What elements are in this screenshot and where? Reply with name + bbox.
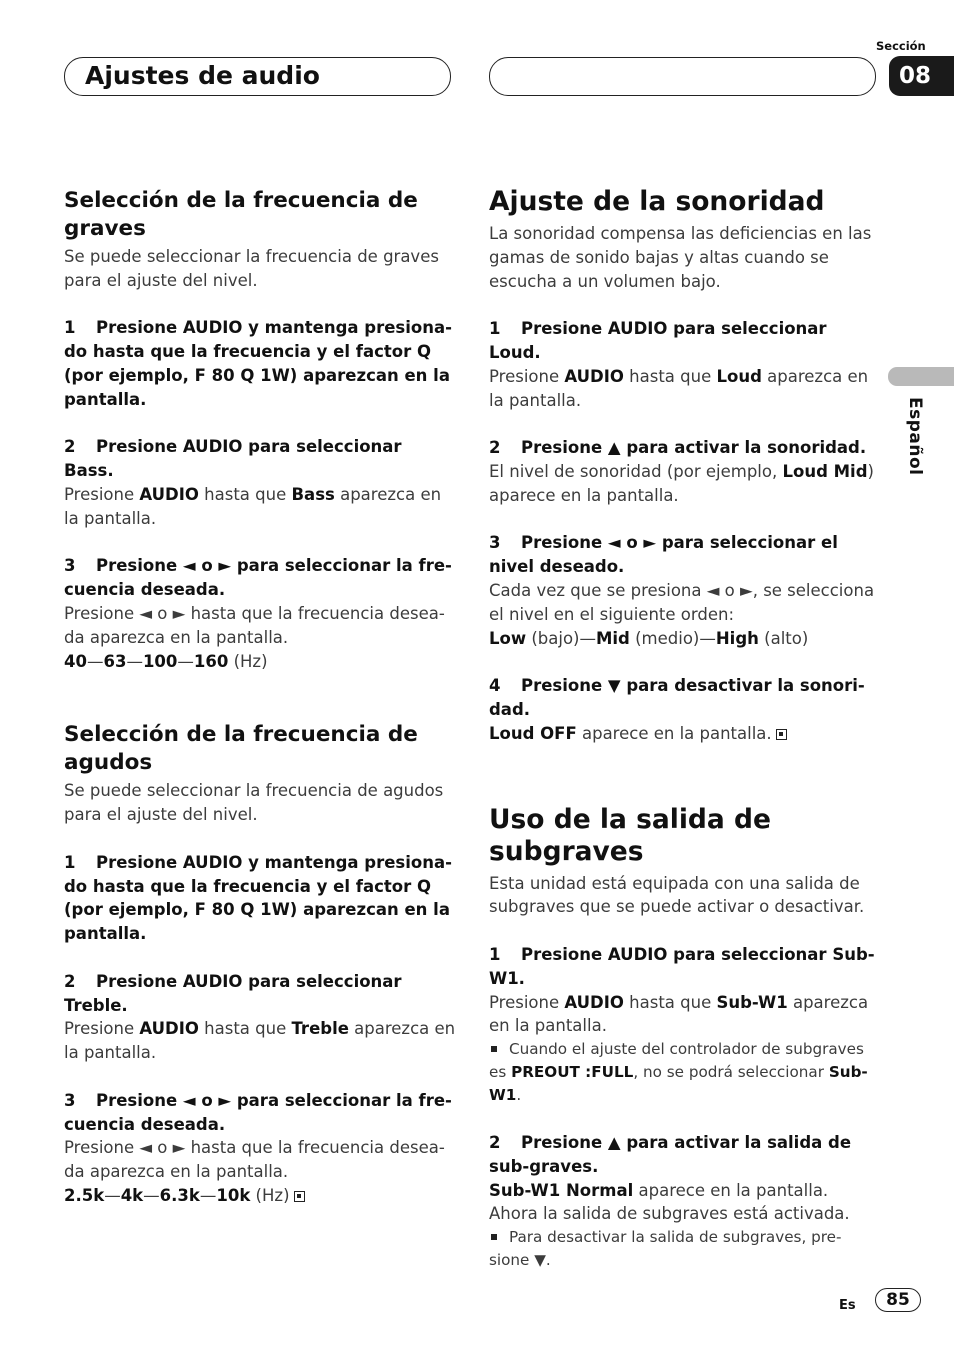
loudness-step-1-text: Presione AUDIO hasta que Loud aparezca en la pantalla.	[489, 366, 869, 410]
loudness-step-3: 3 Presione ◄ o ► para seleccionar el nivel deseado.	[489, 533, 838, 577]
bass-step-3-text: Presione ◄ o ► hasta que la frecuencia desea-da aparezca en la pantalla.	[64, 603, 445, 647]
treble-step-2-text: Presione AUDIO hasta que Treble aparezca en la pantalla.	[64, 1019, 456, 1063]
loudness-step-3-text: Cada vez que se presiona ◄ o ►, se selecciona el nivel en el siguiente orden:	[489, 580, 875, 624]
bullet-icon	[491, 1046, 497, 1052]
section-label: Sección	[876, 39, 926, 53]
subwoofer-step-2-line2: Ahora la salida de subgraves está activada.	[489, 1204, 850, 1224]
treble-step-1: 1 Presione AUDIO y mantenga presiona-do hasta que la frecuencia y el factor Q (por ejemplo, F 80 Q 1W) aparezcan en la pantalla.	[64, 852, 452, 944]
treble-step-3: 3 Presione ◄ o ► para seleccionar la fre-cuencia deseada.	[64, 1090, 452, 1134]
loudness-intro: La sonoridad compensa las deficiencias en las gamas de sonido bajas y altas cuando se escucha a un volumen bajo.	[489, 224, 872, 291]
subwoofer-step-1: 1 Presione AUDIO para seleccionar Sub-W1.	[489, 944, 875, 988]
subwoofer-note-1: Cuando el ajuste del controlador de subgraves es PREOUT :FULL, no se podrá seleccionar Sub-W1.	[489, 1040, 868, 1105]
language-label: Español	[905, 397, 925, 476]
subwoofer-intro: Esta unidad está equipada con una salida de subgraves que se puede activar o desactivar.	[489, 873, 865, 917]
language-tab-marker	[888, 367, 954, 386]
loudness-step-2: 2 Presione ▲ para activar la sonoridad.	[489, 438, 867, 458]
bass-intro: Se puede seleccionar la frecuencia de graves para el ajuste del nivel.	[64, 247, 439, 290]
header-title-box	[64, 57, 451, 96]
bass-heading: Selección de la frecuencia de graves	[64, 188, 418, 241]
treble-values: 2.5k—4k—6.3k—10k (Hz)	[64, 1184, 456, 1208]
bass-step-1: 1 Presione AUDIO y mantenga presiona-do hasta que la frecuencia y el factor Q (por ejemplo, F 80 Q 1W) aparezcan en la pantalla.	[64, 318, 452, 409]
treble-intro: Se puede seleccionar la frecuencia de agudos para el ajuste del nivel.	[64, 781, 444, 825]
right-column	[489, 186, 881, 1272]
end-mark-icon	[294, 1191, 305, 1202]
loudness-step-4-text: Loud OFF aparece en la pantalla.	[489, 722, 881, 746]
subwoofer-heading: Uso de la salida de subgraves	[489, 803, 771, 867]
treble-step-2: 2 Presione AUDIO para seleccionar Treble.	[64, 971, 402, 1015]
header-empty-box	[489, 57, 876, 96]
treble-heading: Selección de la frecuencia de agudos	[64, 722, 418, 776]
subwoofer-step-2: 2 Presione ▲ para activar la salida de sub-graves.	[489, 1132, 852, 1176]
loudness-heading: Ajuste de la sonoridad	[489, 186, 825, 217]
loudness-step-4: 4 Presione ▼ para desactivar la sonori-dad.	[489, 676, 865, 719]
treble-step-3-text: Presione ◄ o ► hasta que la frecuencia desea-da aparezca en la pantalla.	[64, 1138, 445, 1182]
page-number: 85	[875, 1288, 921, 1312]
bass-step-3: 3 Presione ◄ o ► para seleccionar la fre-cuencia deseada.	[64, 556, 452, 600]
footer-language-code: Es	[839, 1298, 856, 1313]
page-title: Ajustes de audio	[85, 61, 320, 90]
bass-step-2: 2 Presione AUDIO para seleccionar Bass.	[64, 437, 402, 481]
section-number: 08	[889, 56, 954, 96]
left-column	[64, 187, 456, 1208]
loudness-levels: Low (bajo)—Mid (medio)—High (alto)	[489, 628, 809, 648]
end-mark-icon	[776, 729, 787, 740]
bass-step-2-text: Presione AUDIO hasta que Bass aparezca en la pantalla.	[64, 484, 442, 528]
subwoofer-step-2-text: Sub-W1 Normal aparece en la pantalla.	[489, 1180, 829, 1200]
subwoofer-note-2: Para desactivar la salida de subgraves, pre-sione ▼.	[489, 1228, 842, 1270]
loudness-step-1: 1 Presione AUDIO para seleccionar Loud.	[489, 319, 827, 362]
subwoofer-step-1-text: Presione AUDIO hasta que Sub-W1 aparezca en la pantalla.	[489, 992, 869, 1036]
bass-values: 40—63—100—160 (Hz)	[64, 651, 268, 671]
bullet-icon	[491, 1234, 497, 1240]
loudness-step-2-text: El nivel de sonoridad (por ejemplo, Loud Mid) aparece en la pantalla.	[489, 461, 874, 505]
